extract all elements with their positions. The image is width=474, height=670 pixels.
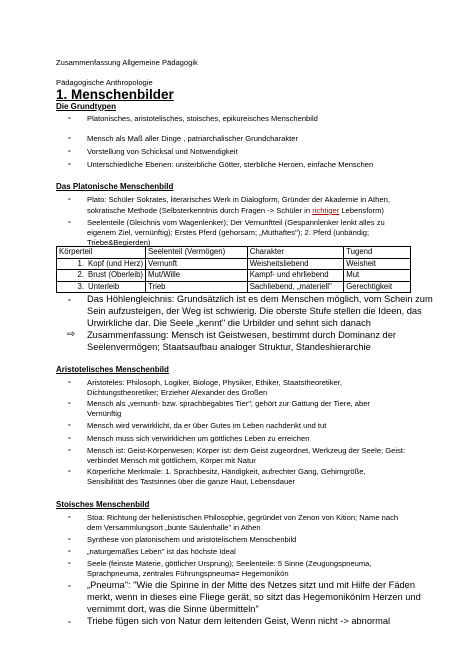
text-line: Körperliche Merkmale: 1. Sprachbesitz, Händigkeit, aufrechter Gang, Gehirngröße, [87,467,366,476]
heading-grundtypen: Die Grundtypen [56,102,117,111]
text-line: vernimmt dort, was die Sinne übermitteln" [87,604,259,614]
text-line: Sensibilität des Tastsinnes über die ganze Haut, Lebensdauer [87,477,295,486]
heading-stoa: Stoisches Menschenbild [56,500,150,509]
text-line: Mensch muss sich verwirklichen um göttliches Leben zu erreichen [87,434,310,443]
list-item: Vorstellung von Schicksal und Notwendigkeit [87,147,238,156]
doc-title: Zusammenfassung Allgemeine Pädagogik [56,58,198,67]
dash-bullet: - [68,398,71,407]
text-line: Sein aufzusteigen, der Weg ist schwierig. Die oberste Stufe stellen die Ideen, das [87,306,422,316]
dash-bullet: - [68,295,71,304]
dash-bullet: - [68,133,71,142]
text-line: Plato: Schüler Sokrates, literarisches Werk in Dialogform, Gründer der Akademie in Athen, [87,195,390,204]
table-cell: Gerechtigkeit [344,281,411,293]
text-line: Sprachpneuma, zentrales Führungspneuma= Hegemonikón [87,569,289,578]
table-header-cell: Seelenteil (Vermögen) [146,247,248,259]
table-cell: Mut [344,270,411,282]
table-cell: 3. Unterleib [57,281,146,293]
text-line: Seelenvermögen; Staatsaufbau analoger Struktur, Standeshierarchie [87,342,371,352]
seelenteile-table [56,246,411,293]
text-line: Aristoteles: Philosoph, Logiker, Biologe, Physiker, Ethiker, Staatstheoretiker, [87,378,342,387]
dash-bullet: - [68,558,71,567]
text-line: merkt, wenn in dieses eine Fliege gerät, so sitzt das Hegemonikónim Herzen und [87,592,421,602]
dash-bullet: - [68,146,71,155]
highlighted-word: richtiger [312,206,340,215]
text-line: Seelenteile (Gleichnis vom Wagenlenker); Der Vernunftteil (Gespannlenker lenkt alles zu [87,218,385,227]
dash-bullet: - [68,113,71,122]
text-line: Stoa: Richtung der hellenistischen Philosophie, gegründet von Zenon von Kition; Name nach [87,513,399,522]
text-line: Mensch als „vernunft- bzw. sprachbegabtes Tier"; gehört zur Gattung der Tiere, aber [87,399,370,408]
table-cell: Trieb [146,281,248,293]
dash-bullet: - [68,534,71,543]
text-line: „naturgemäßes Leben" ist das höchste Ideal [87,547,236,556]
text-line: Mensch ist: Geist-Körperwesen; Körper ist: dem Geist zugeordnet, Werkzeug der Seele; Geist: [87,446,406,455]
heading-platon: Das Platonische Menschenbild [56,182,174,191]
text-line: Urwirkliche dar. Die Seele „kennt" die Urbilder und sehnt sich danach [87,318,371,328]
dash-bullet: - [68,377,71,386]
table-cell: Kampf- und ehrliebend [247,270,344,282]
table-header-cell: Charakter [247,247,344,259]
text-line: verbindet Mensch mit göttlichem, Körper mit Natur [87,456,256,465]
list-item: Unterschiedliche Ebenen: unsterbliche Götter, sterbliche Heroen, einfache Menschen [87,160,374,169]
dash-bullet: - [68,194,71,203]
text-line: sokratische Methode (Selbsterkenntnis durch Fragen -> Schüler in richtiger Lebensform) [87,206,384,215]
table-cell: Vernunft [146,258,248,270]
text-line: Das Höhlengleichnis: Grundsätzlich ist es dem Menschen möglich, vom Schein zum [87,294,433,304]
table-header-cell: Körperteil [57,247,146,259]
table-row [57,270,411,282]
text-line: Dichtungstheoretiker; Erzieher Alexander des Großen [87,388,268,397]
text-line: Mensch wird verwirklicht, da er über Gutes im Leben nachdenkt und tut [87,421,327,430]
dash-bullet: - [68,581,71,590]
dash-bullet: - [68,433,71,442]
text-line: Triebe&Begierden) [87,238,151,247]
dash-bullet: - [68,159,71,168]
dash-bullet: - [68,546,71,555]
text-line: dem Versammlungsort „bunte Säulenhalle" in Athen [87,523,261,532]
table-header-row [57,247,411,259]
dash-bullet: - [68,217,71,226]
dash-bullet: - [68,466,71,475]
dash-bullet: - [68,512,71,521]
doc-subtitle: Pädagogische Anthropologie [56,78,153,87]
dash-bullet: - [68,420,71,429]
text-line: Synthese von platonischem und aristotelischem Menschenbild [87,535,297,544]
table-cell: 2. Brust (Oberleib) [57,270,146,282]
text-line: Seele (feinste Materie, göttlicher Ursprung); Seelenteile: 5 Sinne (Zeugungspneuma, [87,559,372,568]
table-cell: Mut/Wille [146,270,248,282]
table-cell: Weisheit [344,258,411,270]
table-cell: Weisheitsliebend [247,258,344,270]
list-item: Mensch als Maß aller Dinge , patriarchalischer Grundcharakter [87,134,299,143]
table-cell: Sachliebend, „materiell" [247,281,344,293]
text-line: Vernünftig [87,409,122,418]
list-item: Platonisches, aristotelisches, stoisches, epikureisches Menschenbild [87,114,318,123]
table-cell: 1. Kopf (und Herz) [57,258,146,270]
text-line: Triebe fügen sich von Natur dem leitenden Geist, Wenn nicht -> abnormal [87,616,391,626]
table-row [57,281,411,293]
text-line: „Pneuma": "Wie die Spinne in der Mitte des Netzes sitzt und mit Hilfe der Fäden [87,580,416,590]
dash-bullet: - [68,617,71,626]
table-header-cell: Tugend [344,247,411,259]
arrow-icon: ⇨ [67,329,76,340]
dash-bullet: - [68,445,71,454]
section-heading: 1. Menschenbilder [56,87,174,102]
table-row [57,258,411,270]
heading-aristo: Aristotelisches Menschenbild [56,365,169,374]
text-line: Zusammenfassung: Mensch ist Geistwesen, bestimmt durch Dominanz der [87,330,396,340]
text-line: eigenem Ziel, vernünftig); Erstes Pferd (gehorsam; „Muthaftes"); 2. Pferd (unbändig; [87,228,370,237]
